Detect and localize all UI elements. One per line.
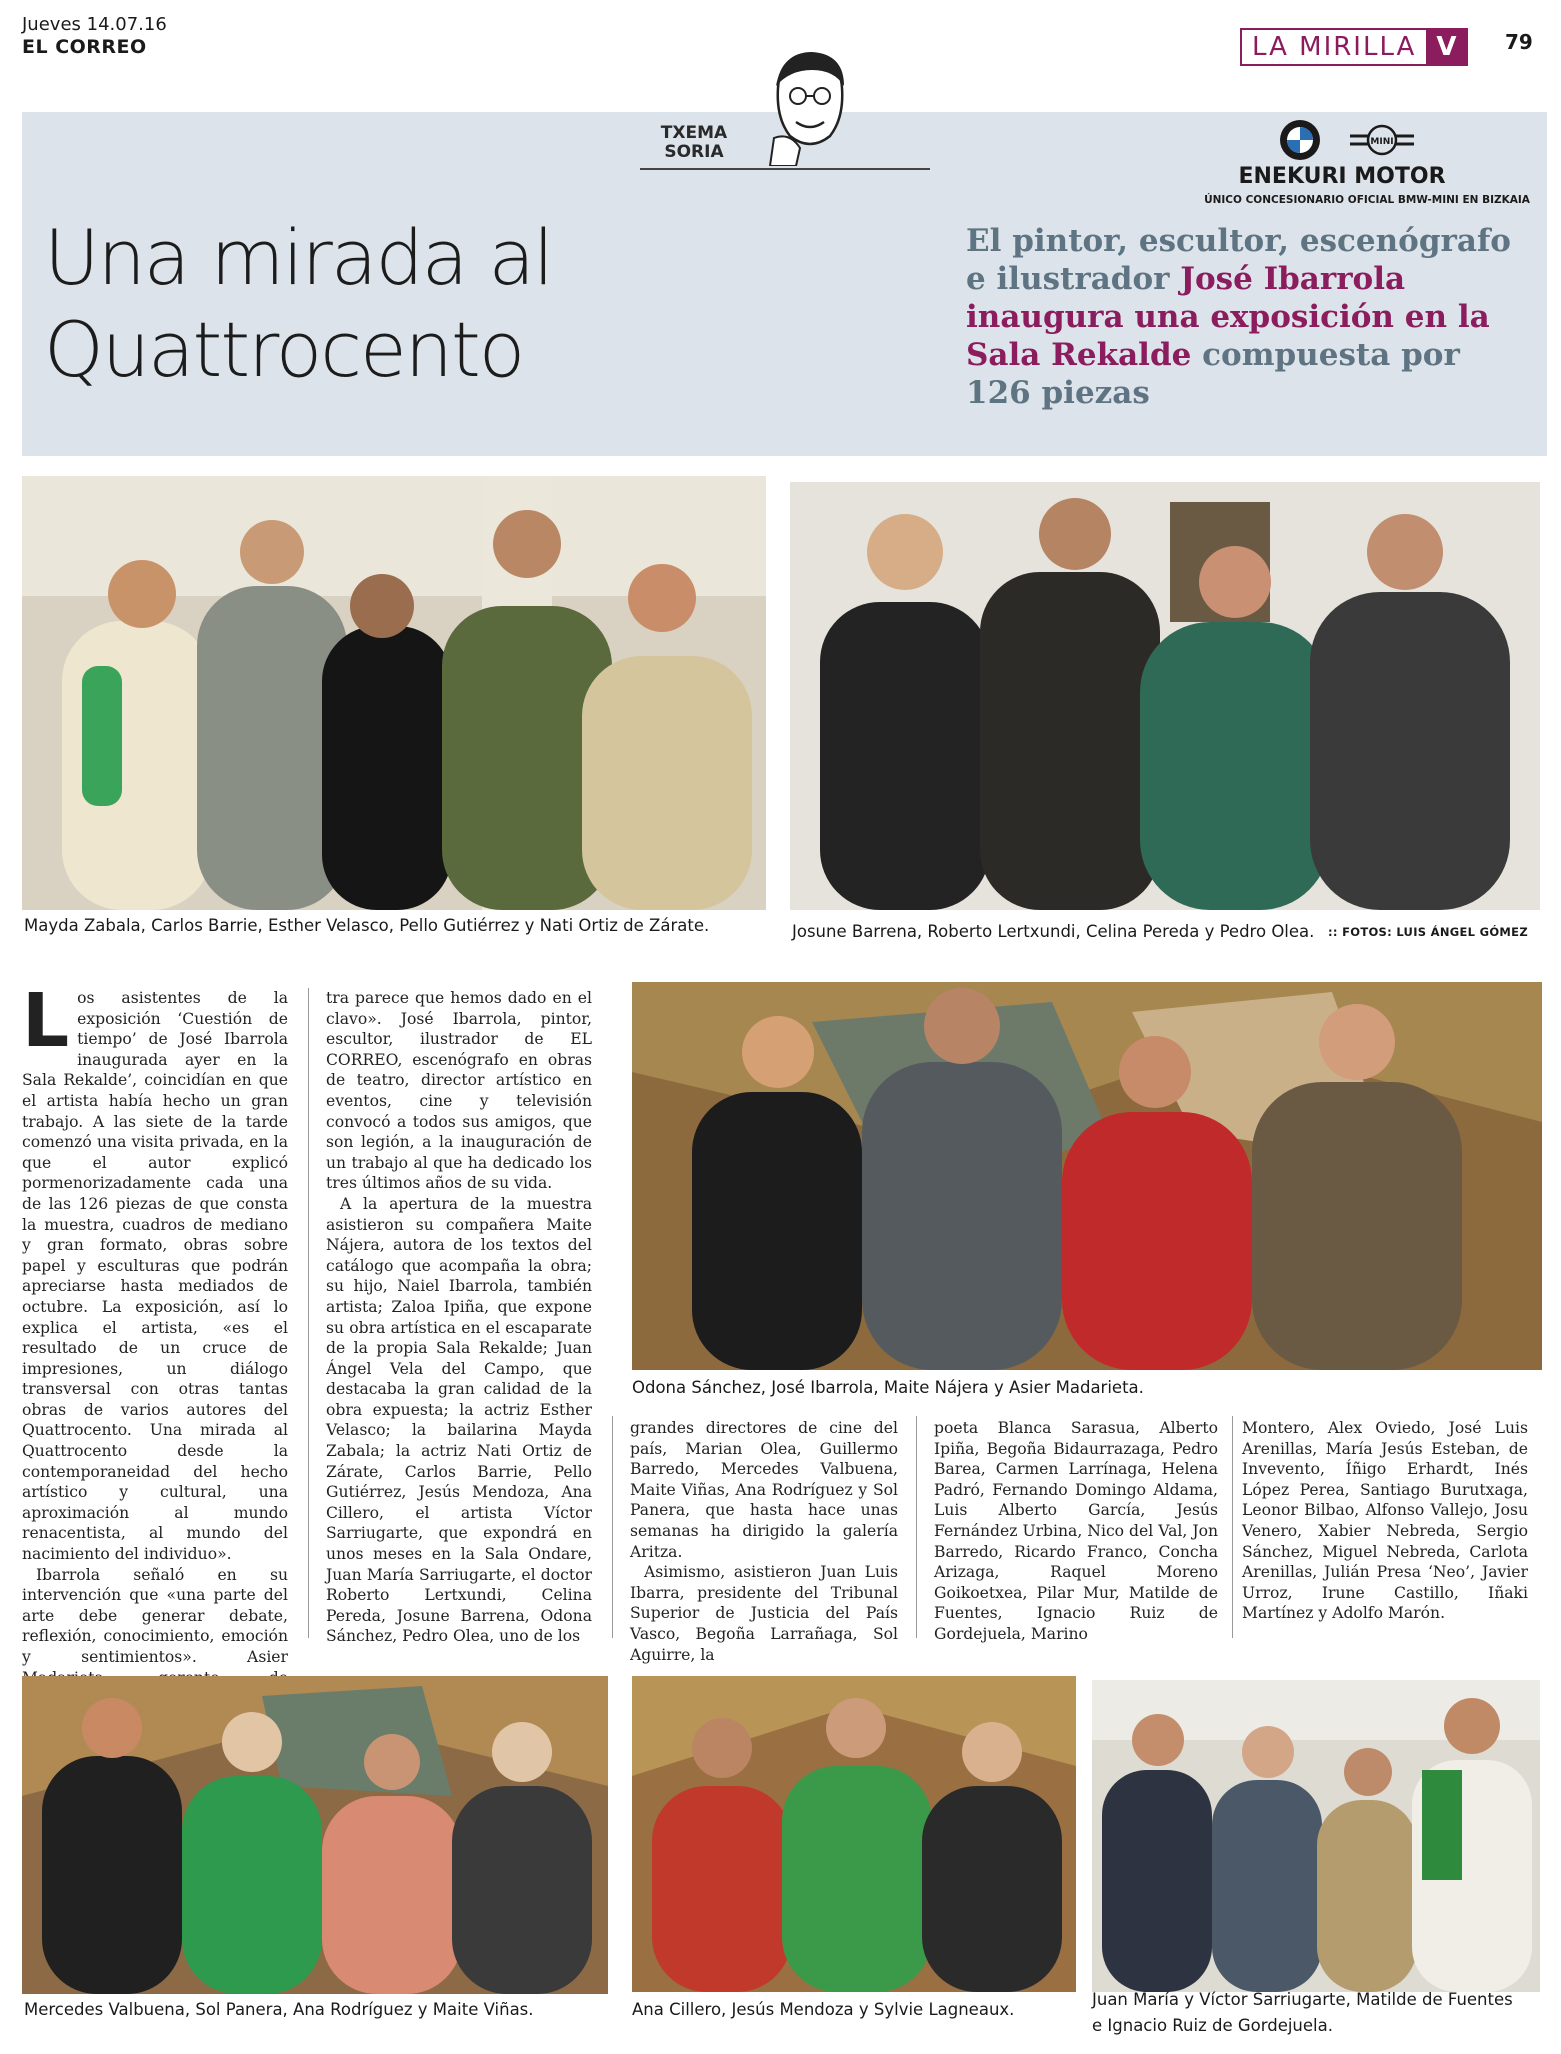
caption-photo-1: Mayda Zabala, Carlos Barrie, Esther Velasco, Pello Gutiérrez y Nati Ortiz de Zárate. [24,916,710,935]
caption-photo-6-line-2: e Ignacio Ruiz de Gordejuela. [1092,2016,1333,2035]
article-col2-paragraph-2: A la apertura de la muestra asistieron su compañera Maite Nájera, autora de los textos del catálogo que acompaña la obra; su hijo, Naiel Ibarrola, también artista; Zaloa Ipiña, que expone su obra artística en el escaparate de la propia Sala Rekalde; Juan Ángel Vela del Campo, que destacaba la gran calidad de la obra expuesta; la actriz Esther Velasco; la bailarina Mayda Zabala; la actriz Nati Ortiz de Zárate, Carlos Barrie, Pello Gutiérrez, Jesús Mendoza, Ana Cillero, el artista Víctor Sarriugarte, que expondrá en unos meses en la Sala Ondare, Juan María Sarriugarte, el doctor Roberto Lertxundi, Celina Pereda, Josune Barrena, Odona Sánchez, Pedro Olea, uno de los [326,1194,592,1646]
article-col1-paragraph-2: Ibarrola señaló en su intervención que «una parte del arte debe generar debate, reflexión, conocimiento, emoción y sentimientos». Asier [22,1565,288,1666]
section-tag [1240,28,1468,66]
columnist-caricature [760,48,860,166]
kicker-text [966,222,1526,412]
section-label: LA MIRILLA [1252,32,1417,62]
photo-credit: :: FOTOS: LUIS ÁNGEL GÓMEZ [1328,925,1528,939]
photo-group-1 [22,476,766,910]
dropcap: L [22,978,70,1064]
caption-photo-2: Josune Barrena, Roberto Lertxundi, Celina Pereda y Pedro Olea. [792,922,1315,941]
photo-group-3 [632,982,1542,1370]
article-col5-paragraph-1: Montero, Alex Oviedo, José Luis Arenillas, María Jesús Esteban, de Invevento, Íñigo Erhardt, Inés López Perea, Santiago Burutxaga, Leonor Bilbao, Alfonso Vallejo, Josu Venero, Xabier Nebreda, Sergio Sánchez, Miguel Nebreda, Carlota Arenillas, Julián Presa ‘Neo’, Javier Urroz, Irune Castillo, Iñaki Martínez y Adolfo Marón. [1242,1419,1528,1623]
column-divider [612,1416,613,1638]
columnist-first-name: TXEMA [660,123,728,143]
kicker-part-2: compuesta por 126 piezas [966,337,1460,411]
article-col2-paragraph-1: tra parece que hemos dado en el clavo». José Ibarrola, pintor, escultor, ilustrador de EL CORREO, escenógrafo en obras de teatro, director artístico en eventos, cine y televisión convocó a todos sus amigos, que son legión, a la inauguración de un trabajo al que ha dedicado los tres últimos años de su vida. [326,989,592,1193]
mini-logo-text: MINI [1370,137,1394,147]
section-letter: V [1426,30,1466,64]
photo-group-6 [1092,1680,1540,1992]
article-col1-paragraph-1: os asistentes de la exposición ‘Cuestión de tiempo’ de José Ibarrola inaugurada ayer en la Sala Rekalde’, coincidían en que el artista había hecho un gran trabajo. A las siete de la tarde comenzó una visita privada, en la que el autor explicó pormenorizadamente cada una de las 126 piezas de que consta la muestra, cuadros de mediano y gran formato, obras sobre papel y esculturas que podrán apreciarse hasta mediados de octubre. La exposición, así lo explica el artista, «es el resultado de un cruce de impresiones, un diálogo transversal con otras tantas obras de varios autores del Quattrocento. Una mirada al Quattrocento desde la contemporaneidad del hecho artístico y cultural, una aproximación al mundo renacentista, al mundo del nacimiento del individuo». [22,989,288,1564]
headline [44,212,664,396]
photo-group-2 [790,482,1540,910]
article-col3-paragraph-2: Asimismo, asistieron Juan Luis Ibarra, presidente del Tribunal Superior de Justicia del País Vasco, Begoña Larrañaga, Sol Aguirre, la [630,1563,898,1664]
sponsor-subtitle: ÚNICO CONCESIONARIO OFICIAL BMW-MINI EN BIZKAIA [1204,194,1530,206]
photo-group-5 [632,1676,1076,1992]
article-column-4 [934,1418,1218,1645]
kicker-part-1: El pintor, escultor, escenógrafo e ilustrador [966,223,1511,297]
columnist-name [648,124,740,162]
caption-photo-6-line-1: Juan María y Víctor Sarriugarte, Matilde de Fuentes [1092,1990,1513,2009]
sponsor-logos [1278,118,1448,162]
headline-line-2: Quattrocento [44,305,524,394]
headline-line-1: Una mirada al [44,213,553,302]
article-column-3 [630,1418,898,1665]
issue-date: Jueves 14.07.16 [22,14,167,35]
page-number: 79 [1505,30,1533,54]
bmw-logo-icon [1280,120,1320,160]
article-column-5 [1242,1418,1528,1624]
article-column-2 [326,988,592,1647]
article-col3-paragraph-1: grandes directores de cine del país, Marian Olea, Guillermo Barredo, Mercedes Valbuena, Maite Viñas, Ana Rodríguez y Sol Panera, que hasta hace unas semanas ha dirigido la galería Aritza. [630,1419,898,1561]
columnist-last-name: SORIA [664,142,724,162]
photo-group-4 [22,1676,608,1994]
mini-logo-icon [1350,126,1414,154]
caption-photo-3: Odona Sánchez, José Ibarrola, Maite Nájera y Asier Madarieta. [632,1378,1144,1397]
column-divider [1232,1416,1233,1638]
article-col4-paragraph-1: poeta Blanca Sarasua, Alberto Ipiña, Begoña Bidaurrazaga, Pedro Barea, Carmen Larrínaga, Helena Padró, Fernando Domingo Aldama, Luis Alberto García, Jesús Fernández Urbina, Nico del Val, Jon Barredo, Ricardo Franco, Concha Arizaga, Raquel Moreno Goikoetxea, Pilar Mur, Matilde de Fuentes, Ignacio Ruiz de Gordejuela, Marino [934,1419,1218,1643]
column-divider [916,1416,917,1638]
sponsor-name: ENEKURI MOTOR [1238,164,1446,189]
caption-photo-4: Mercedes Valbuena, Sol Panera, Ana Rodríguez y Maite Viñas. [24,2000,534,2019]
caption-photo-5: Ana Cillero, Jesús Mendoza y Sylvie Lagneaux. [632,2000,1015,2019]
kicker-highlight: José Ibarrola inaugura una exposición en la Sala Rekalde [966,261,1490,373]
newspaper-name: EL CORREO [22,36,147,58]
article-column-1 [22,978,288,1729]
columnist-rule [640,168,930,170]
column-divider [308,988,309,1638]
